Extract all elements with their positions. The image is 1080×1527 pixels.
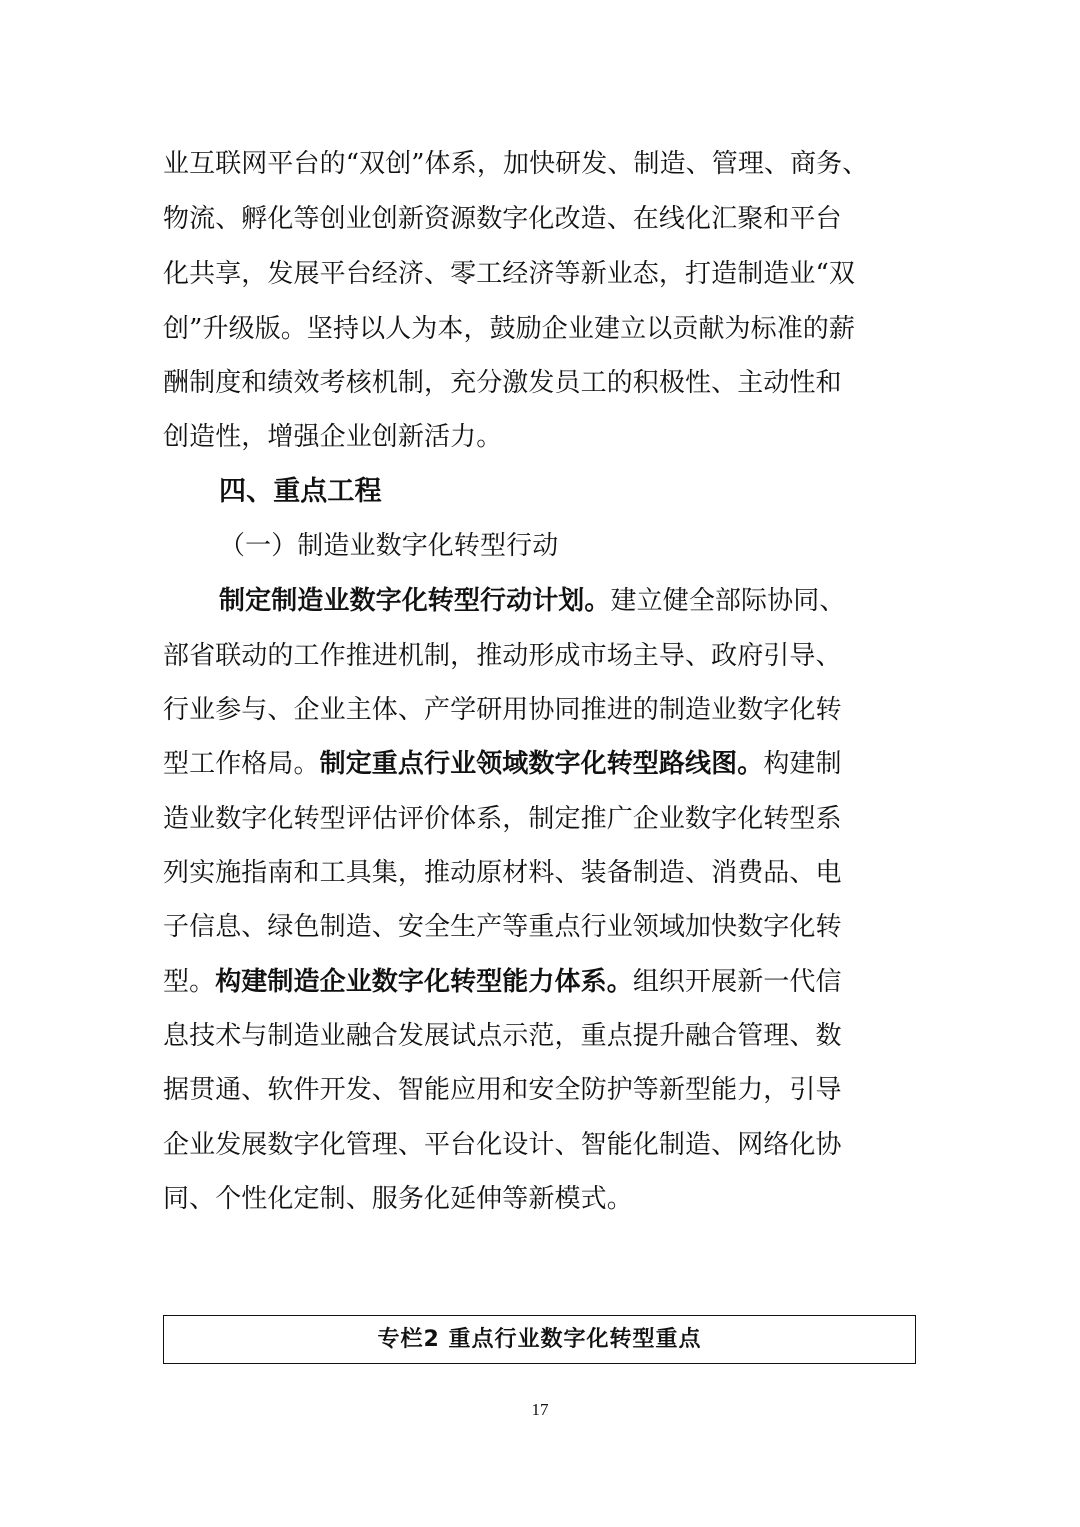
bold-lead-2: 制定重点行业领域数字化转型路线图。 <box>319 749 764 779</box>
paragraph-1-line-4: 创”升级版。坚持以人为本，鼓励企业建立以贡献为标准的薪 <box>163 314 855 344</box>
page-number: 17 <box>531 1400 549 1419</box>
column-box <box>163 1315 916 1364</box>
bold-lead-3: 构建制造企业数字化转型能力体系。 <box>215 967 633 997</box>
paragraph-2-line-2: 部省联动的工作推进机制，推动形成市场主导、政府引导、 <box>163 641 842 671</box>
paragraph-2-line-1-rest: 建立健全部际协同、 <box>610 586 846 616</box>
paragraph-1-line-5: 酬制度和绩效考核机制，充分激发员工的积极性、主动性和 <box>163 368 842 398</box>
paragraph-1-line-6: 创造性，增强企业创新活力。 <box>163 422 503 452</box>
paragraph-1-line-3: 化共享，发展平台经济、零工经济等新业态，打造制造业“双 <box>163 259 855 289</box>
paragraph-2-line-6: 列实施指南和工具集，推动原材料、装备制造、消费品、电 <box>163 858 842 888</box>
paragraph-2-line-9: 息技术与制造业融合发展试点示范，重点提升融合管理、数 <box>163 1021 842 1051</box>
paragraph-2-line-4 <box>163 748 842 780</box>
paragraph-2-line-4-post: 构建制 <box>763 749 842 779</box>
bold-lead-1: 制定制造业数字化转型行动计划。 <box>219 586 611 616</box>
paragraph-1-line-2: 物流、孵化等创业创新资源数字化改造、在线化汇聚和平台 <box>163 204 842 234</box>
paragraph-2-line-1 <box>219 585 845 617</box>
section-heading: 四、重点工程 <box>219 476 382 507</box>
paragraph-1-line-1: 业互联网平台的“双创”体系，加快研发、制造、管理、商务、 <box>163 149 869 179</box>
paragraph-2-line-8-pre: 型。 <box>163 967 216 997</box>
paragraph-2-line-8-post: 组织开展新一代信 <box>632 967 842 997</box>
paragraph-2-line-5: 造业数字化转型评估评价体系，制定推广企业数字化转型系 <box>163 804 842 834</box>
column-box-title: 专栏2 重点行业数字化转型重点 <box>377 1326 702 1352</box>
subsection-heading: （一）制造业数字化转型行动 <box>219 531 559 561</box>
paragraph-2-line-11: 企业发展数字化管理、平台化设计、智能化制造、网络化协 <box>163 1130 842 1160</box>
paragraph-2-line-8 <box>163 966 842 998</box>
paragraph-2-line-3: 行业参与、企业主体、产学研用协同推进的制造业数字化转 <box>163 695 842 725</box>
paragraph-2-line-7: 子信息、绿色制造、安全生产等重点行业领域加快数字化转 <box>163 912 842 942</box>
paragraph-2-line-4-pre: 型工作格局。 <box>163 749 320 779</box>
paragraph-2-line-12: 同、个性化定制、服务化延伸等新模式。 <box>163 1184 633 1214</box>
paragraph-2-line-10: 据贯通、软件开发、智能应用和安全防护等新型能力，引导 <box>163 1075 842 1105</box>
